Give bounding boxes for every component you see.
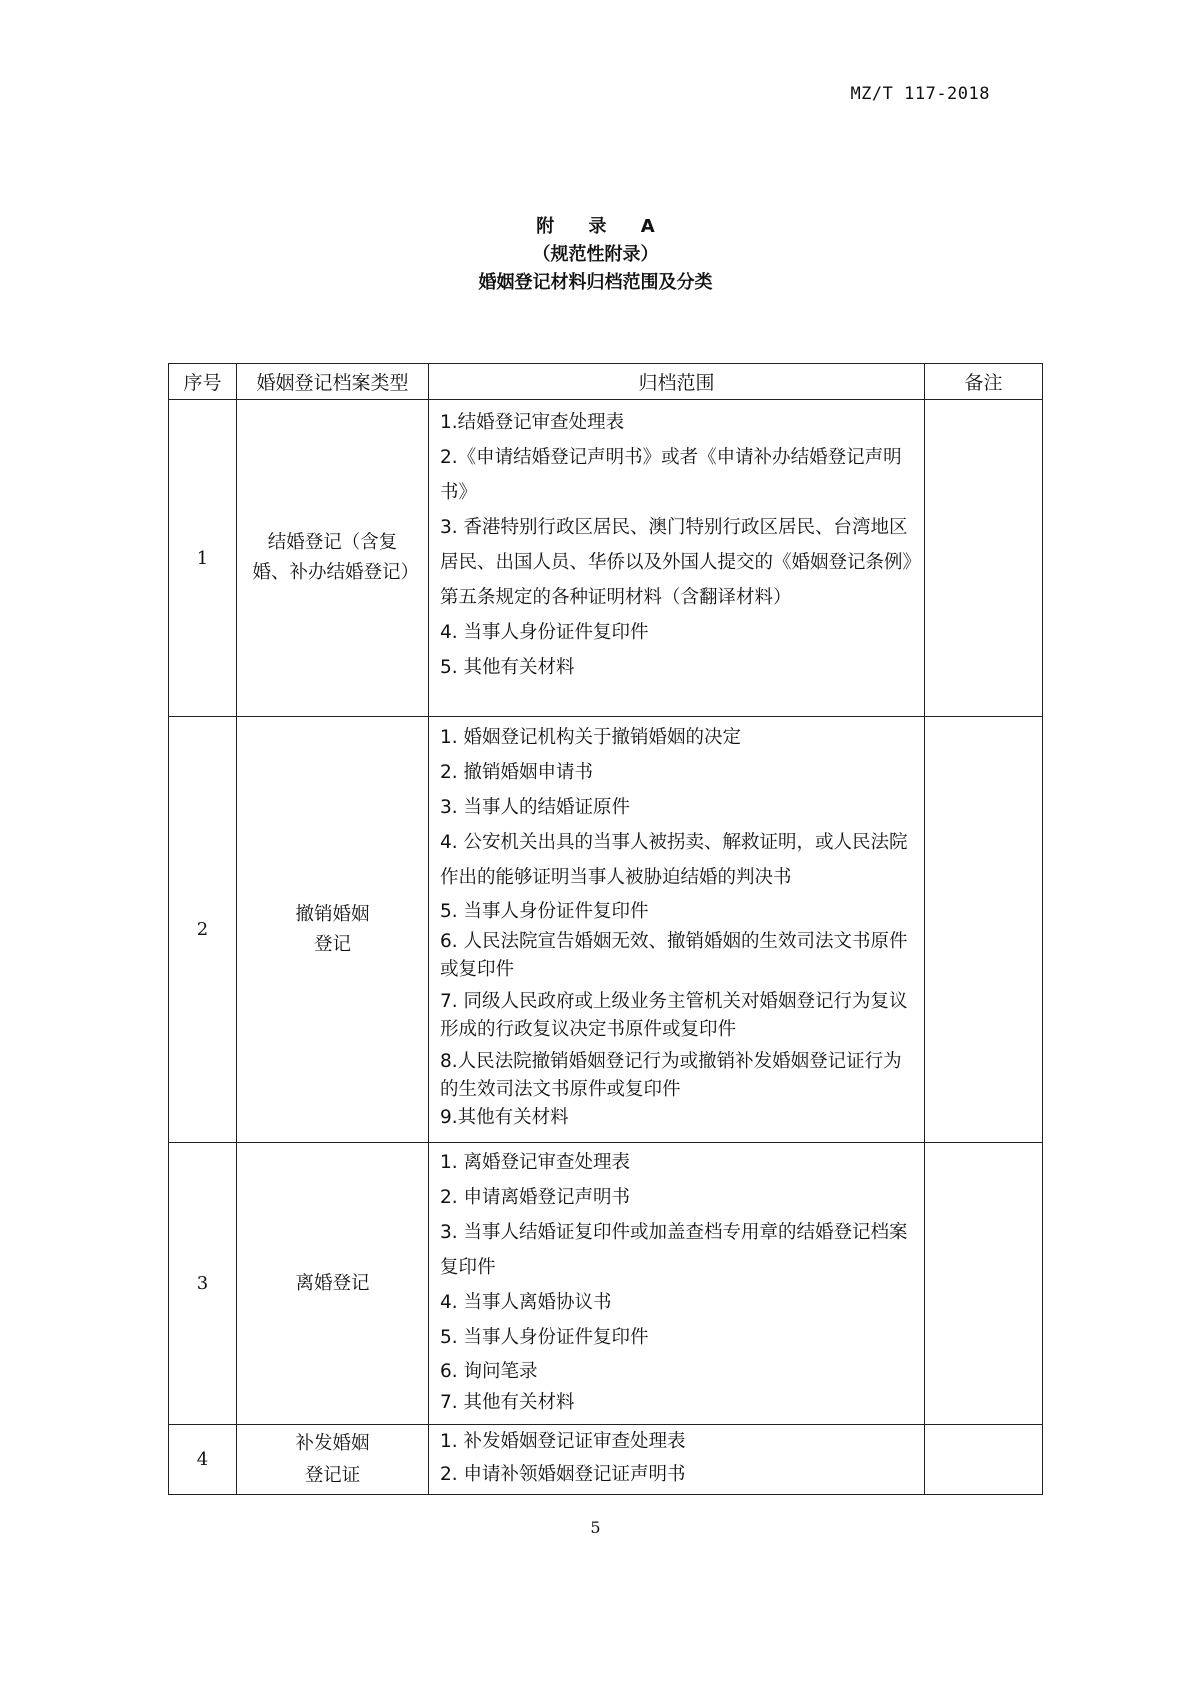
table-row [169, 717, 1043, 1143]
scope-item: 2.《申请结婚登记声明书》或者《申请补办结婚登记声明书》 [440, 447, 902, 503]
archive-scope [429, 1425, 925, 1495]
scope-item: 1. 离婚登记审查处理表 [440, 1152, 631, 1173]
scope-item: 6. 询问笔录 [440, 1361, 538, 1382]
archive-type [237, 1425, 429, 1495]
archive-scope-table [168, 363, 1043, 1495]
archive-type-label: 离婚登记 [295, 1272, 370, 1294]
table-row [169, 400, 1043, 717]
scope-item: 6. 人民法院宣告婚姻无效、撤销婚姻的生效司法文书原件或复印件 [440, 931, 908, 980]
archive-type-label: 结婚登记（含复婚、补办结婚登记） [252, 532, 420, 583]
standard-code: MZ/T 117-2018 [850, 84, 990, 104]
row-number: 2 [169, 717, 237, 1143]
appendix-title-block [0, 213, 1191, 297]
scope-item: 8.人民法院撤销婚姻登记行为或撤销补发婚姻登记证行为的生效司法文书原件或复印件 [440, 1051, 902, 1100]
header-no: 序号 [169, 364, 237, 400]
scope-item: 2. 撤销婚姻申请书 [440, 762, 594, 783]
scope-item: 7. 其他有关材料 [440, 1392, 575, 1413]
archive-scope [429, 400, 925, 717]
table-row [169, 1425, 1043, 1495]
scope-item: 3. 当事人结婚证复印件或加盖查档专用章的结婚登记档案复印件 [440, 1222, 908, 1278]
scope-item: 1. 婚姻登记机构关于撤销婚姻的决定 [440, 727, 742, 748]
scope-item: 1. 补发婚姻登记证审查处理表 [440, 1431, 686, 1452]
archive-type-label: 补发婚姻登记证 [295, 1432, 370, 1486]
scope-item: 4. 当事人离婚协议书 [440, 1292, 612, 1313]
scope-item: 3. 香港特别行政区居民、澳门特别行政区居民、台湾地区居民、出国人员、华侨以及外国人提交的《婚姻登记条例》第五条规定的各种证明材料（含翻译材料） [440, 517, 912, 608]
note-cell [925, 1143, 1043, 1425]
page-number: 5 [590, 1518, 601, 1537]
archive-type [237, 400, 429, 717]
row-number: 1 [169, 400, 237, 717]
note-cell [925, 1425, 1043, 1495]
scope-item: 1.结婚登记审查处理表 [440, 412, 625, 433]
archive-scope [429, 717, 925, 1143]
header-type: 婚姻登记档案类型 [237, 364, 429, 400]
archive-type-label: 撤销婚姻登记 [295, 903, 370, 955]
table-row [169, 1143, 1043, 1425]
header-scope: 归档范围 [429, 364, 925, 400]
archive-scope [429, 1143, 925, 1425]
archive-type [237, 717, 429, 1143]
scope-item: 5. 当事人身份证件复印件 [440, 901, 649, 922]
appendix-subtitle: （规范性附录） [532, 244, 659, 265]
appendix-title: 附 录 A [536, 216, 669, 237]
scope-item: 2. 申请离婚登记声明书 [440, 1187, 631, 1208]
scope-item: 9.其他有关材料 [440, 1107, 569, 1128]
scope-item: 4. 公安机关出具的当事人被拐卖、解救证明，或人民法院作出的能够证明当事人被胁迫结婚的判决书 [440, 832, 908, 888]
archive-type [237, 1143, 429, 1425]
row-number: 3 [169, 1143, 237, 1425]
scope-item: 5. 其他有关材料 [440, 657, 575, 678]
scope-item: 4. 当事人身份证件复印件 [440, 622, 649, 643]
scope-item: 5. 当事人身份证件复印件 [440, 1327, 649, 1348]
note-cell [925, 400, 1043, 717]
note-cell [925, 717, 1043, 1143]
header-note: 备注 [925, 364, 1043, 400]
table-header-row [169, 364, 1043, 400]
row-number: 4 [169, 1425, 237, 1495]
scope-item: 2. 申请补领婚姻登记证声明书 [440, 1464, 686, 1485]
appendix-heading: 婚姻登记材料归档范围及分类 [478, 272, 713, 293]
scope-item: 3. 当事人的结婚证原件 [440, 797, 631, 818]
scope-item: 7. 同级人民政府或上级业务主管机关对婚姻登记行为复议形成的行政复议决定书原件或复印件 [440, 991, 908, 1040]
